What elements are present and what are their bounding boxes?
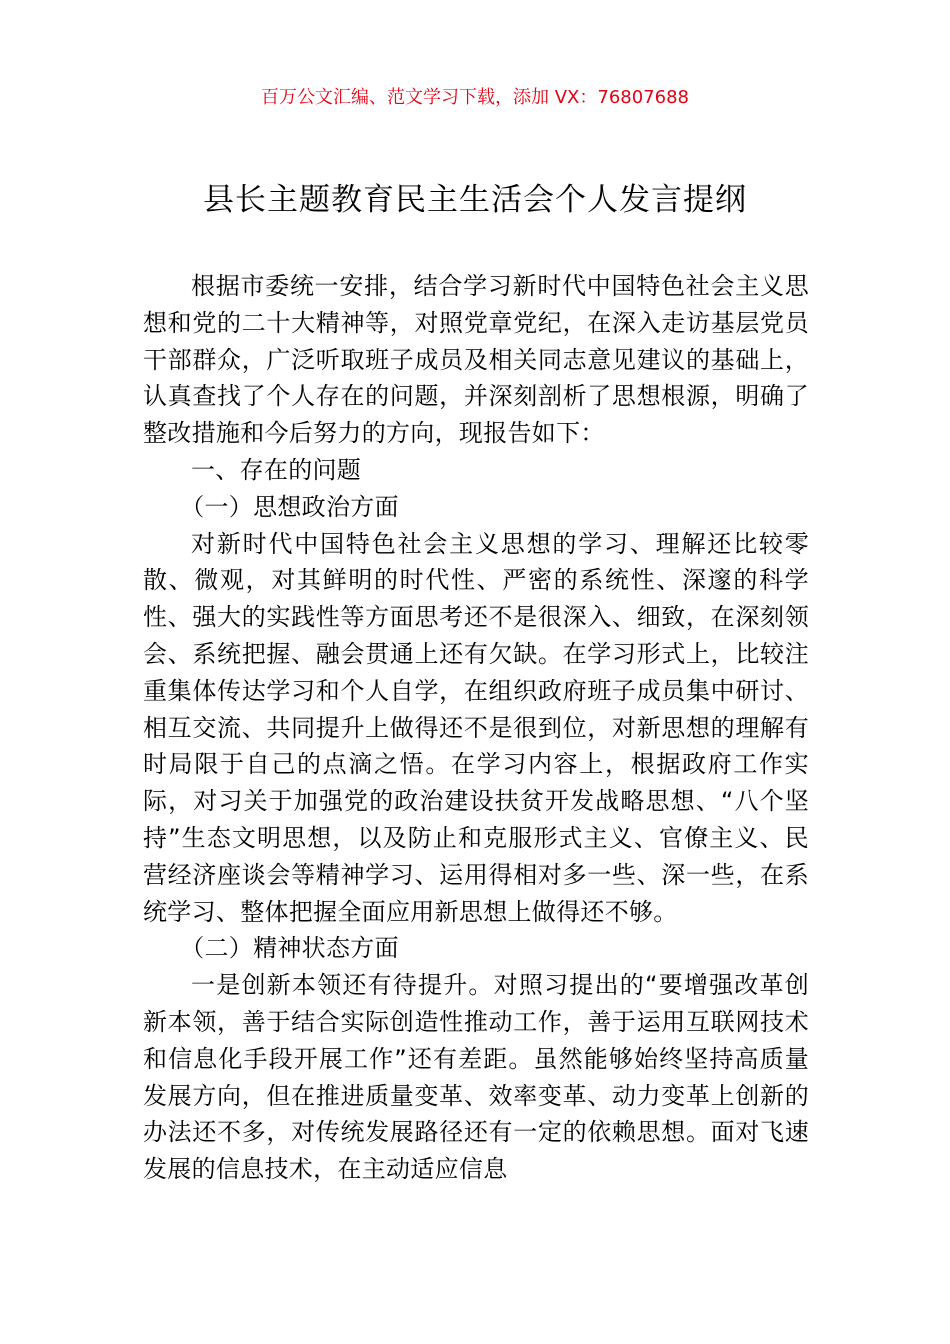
section-heading-problems: 一、存在的问题 [191, 455, 362, 484]
subsection-heading-political: （一）思想政治方面 [180, 492, 399, 521]
subsection-heading-spirit: （二）精神状态方面 [180, 934, 399, 963]
subsection-paragraph-political: 对新时代中国特色社会主义思想的学习、理解还比较零散、微观，对其鲜明的时代性、严密的系统性、深邃的科学性、强大的实践性等方面思考还不是很深入、细致，在深刻领会、系统把握、融会贯通上还有欠缺。在学习形式上，比较注重集体传达学习和个人自学，在组织政府班子成员集中研讨、相互交流、共同提升上做得还不是很到位，对新思想的理解有时局限于自己的点滴之悟。在学习内容上，根据政府工作实际，对习关于加强党的政治建设扶贫开发战略思想、“八个坚持”生态文明思想，以及防止和克服形式主义、官僚主义、民营经济座谈会等精神学习、运用得相对多一些、深一些，在系统学习、整体把握全面应用新思想上做得还不够。 [143, 529, 810, 926]
subsection-paragraph-spirit: 一是创新本领还有待提升。对照习提出的“要增强改革创新本领，善于结合实际创造性推动工作，善于运用互联网技术和信息化手段开展工作”还有差距。虽然能够始终坚持高质量发展方向，但在推进质量变革、效率变革、动力变革上创新的办法还不多，对传统发展路径还有一定的依赖思想。面对飞速发展的信息技术，在主动适应信息 [143, 971, 809, 1184]
intro-paragraph: 根据市委统一安排，结合学习新时代中国特色社会主义思想和党的二十大精神等，对照党章党纪，在深入走访基层党员干部群众，广泛听取班子成员及相关同志意见建议的基础上，认真查找了个人存在的问题，并深刻剖析了思想根源，明确了整改措施和今后努力的方向，现报告如下： [143, 272, 809, 448]
watermark-banner: 百万公文汇编、范文学习下载，添加 VX：76807688 [261, 87, 689, 108]
document-body [143, 268, 809, 1188]
page-title: 县长主题教育民主生活会个人发言提纲 [203, 182, 747, 218]
